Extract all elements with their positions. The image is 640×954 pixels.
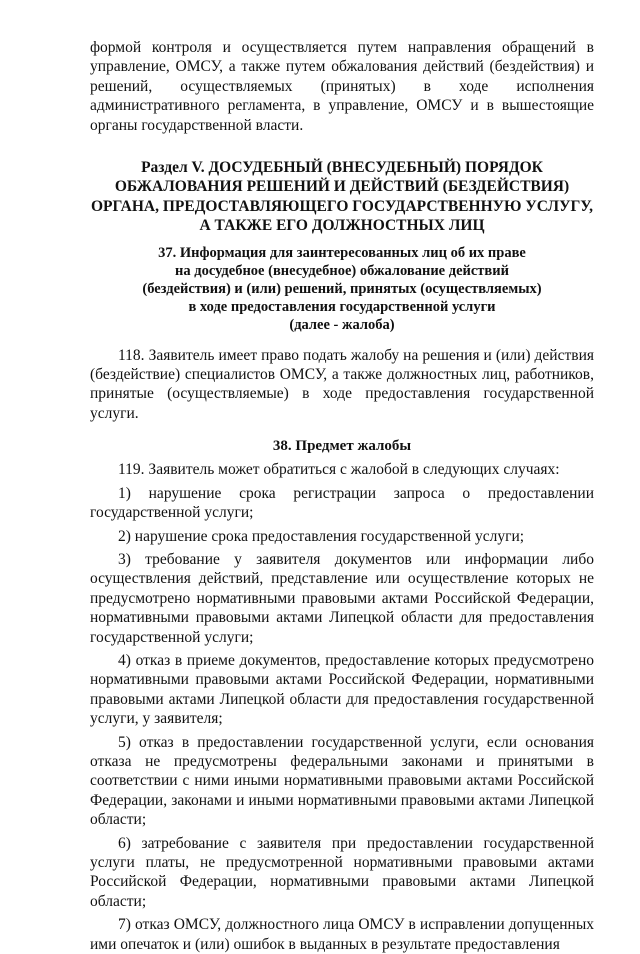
section-title bbox=[90, 158, 594, 236]
subsection-title-line: в ходе предоставления государственной услуги bbox=[188, 298, 496, 315]
subsection-38-title: 38. Предмет жалобы bbox=[272, 438, 412, 455]
subsection-title-line: (бездействия) и (или) решений, принятых (осуществляемых) bbox=[142, 280, 542, 297]
list-item: 1) нарушение срока регистрации запроса о предоставлении государственной услуги; bbox=[90, 484, 594, 522]
list-item: 3) требование у заявителя документов или информации либо осуществления действий, представление или осуществление которых не предусмотрено нормативными правовыми актами Российской Федерации, нормативными правовыми актами Липецкой области для предоставления государственной услуги; bbox=[90, 550, 594, 646]
section-title-line: Раздел V. ДОСУДЕБНЫЙ (ВНЕСУДЕБНЫЙ) ПОРЯДОК bbox=[141, 159, 543, 177]
document-page bbox=[90, 38, 594, 954]
subsection-title-line: на досудебное (внесудебное) обжалование действий bbox=[175, 262, 509, 279]
subsection-37-title bbox=[90, 244, 594, 334]
paragraph-118: 118. Заявитель имеет право подать жалобу на решения и (или) действия (бездействие) специалистов ОМСУ, а также должностных лиц, работников, принятые (осуществляемые) в ходе предоставления государственной услуги. bbox=[90, 346, 594, 422]
section-title-line: ОРГАНА, ПРЕДОСТАВЛЯЮЩЕГО ГОСУДАРСТВЕННУЮ УСЛУГУ, bbox=[90, 197, 594, 215]
section-title-line: А ТАКЖЕ ЕГО ДОЛЖНОСТНЫХ ЛИЦ bbox=[199, 217, 485, 235]
list-item: 2) нарушение срока предоставления государственной услуги; bbox=[118, 527, 525, 545]
list-item: 7) отказ ОМСУ, должностного лица ОМСУ в исправлении допущенных ими опечаток и (или) ошибок в выданных в результате предоставления bbox=[90, 916, 594, 953]
list-item: 5) отказ в предоставлении государственной услуги, если основания отказа не предусмотрены федеральными законами и принятыми в соответствии с ними иными нормативными правовыми актами Российской Федерации, законами и иными нормативными правовыми актами Липецкой области; bbox=[90, 733, 594, 829]
paragraph-119: 119. Заявитель может обратиться с жалобой в следующих случаях: bbox=[118, 461, 560, 479]
list-item: 4) отказ в приеме документов, предоставление которых предусмотрено нормативными правовыми актами Российской Федерации, нормативными правовыми актами Липецкой области для предоставления государственной услуги, у заявителя; bbox=[90, 651, 594, 728]
intro-paragraph: формой контроля и осуществляется путем направления обращений в управление, ОМСУ, а также путем обжалования действий (бездействия) и решений, осуществляемых (принятых) в ходе исполнения административного регламента, в управление, ОМСУ и в вышестоящие органы государственной власти. bbox=[90, 39, 594, 134]
section-title-line: ОБЖАЛОВАНИЯ РЕШЕНИЙ И ДЕЙСТВИЙ (БЕЗДЕЙСТВИЯ) bbox=[114, 178, 570, 196]
list-item: 6) затребование с заявителя при предоставлении государственной услуги платы, не предусмотренной нормативными правовыми актами Российской Федерации, нормативными правовыми актами Липецкой области; bbox=[90, 834, 594, 910]
subsection-title-line: (далее - жалоба) bbox=[289, 316, 395, 333]
subsection-title-line: 37. Информация для заинтересованных лиц об их праве bbox=[158, 244, 526, 261]
